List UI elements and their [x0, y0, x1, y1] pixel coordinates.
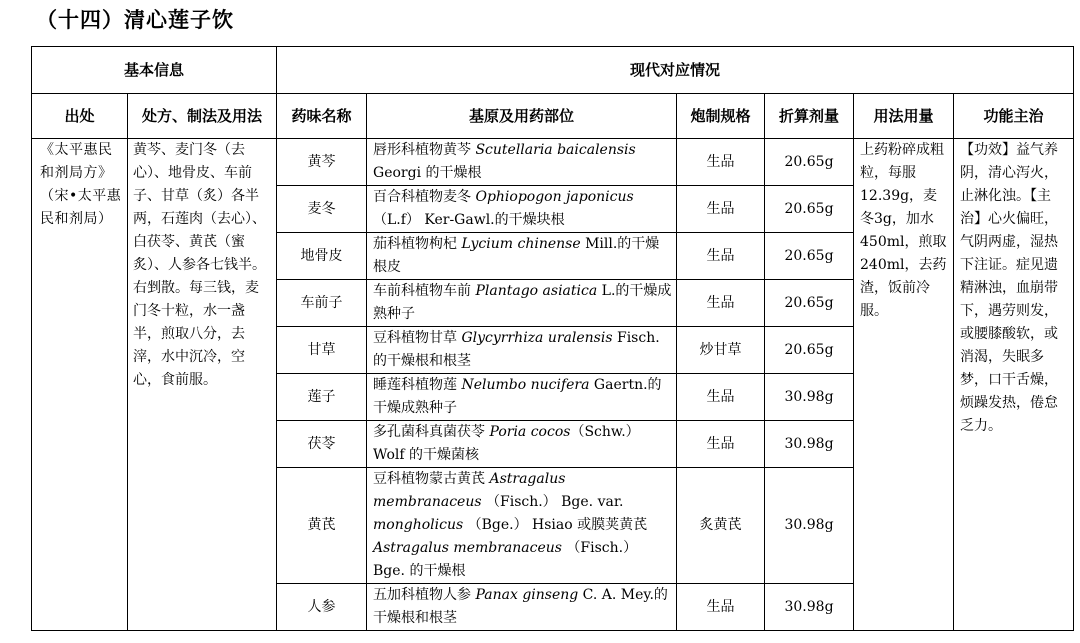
base-text: （L.f） Ker-Gawl.的干燥块根 [373, 212, 565, 228]
base-text: （Bge.） Hsiao 或膜荚黄芪 [463, 517, 648, 533]
col-prescription: 处方、制法及用法 [128, 94, 277, 139]
base-text: 车前科植物车前 [373, 283, 476, 299]
herb-base-cell [367, 186, 677, 233]
col-usage: 用法用量 [854, 94, 954, 139]
herb-name-cell: 黄芩 [277, 139, 367, 186]
function-cell: 【功效】益气养阴，清心泻火，止淋化浊。【主治】心火偏旺，气阴两虚，湿热下注证。症见遗精淋浊，血崩带下，遇劳则发，或腰膝酸软，或消渴，失眠多梦，口干舌燥，烦躁发热，倦怠乏力。 [954, 139, 1074, 631]
herb-base-cell [367, 139, 677, 186]
latin-name: Astragalus membranaceus [373, 540, 562, 556]
latin-name: Panax ginseng [475, 587, 579, 603]
dose-cell: 20.65g [765, 280, 854, 327]
processing-cell: 生品 [677, 374, 765, 421]
herb-name-cell: 车前子 [277, 280, 367, 327]
latin-name: Glycyrrhiza uralensis [461, 330, 613, 346]
processing-cell: 生品 [677, 421, 765, 468]
col-herb-name: 药味名称 [277, 94, 367, 139]
latin-name: Plantago asiatica [475, 283, 598, 299]
latin-name: mongholicus [373, 517, 464, 533]
latin-name: Poria cocos [489, 424, 571, 440]
col-processing: 炮制规格 [677, 94, 765, 139]
dose-cell: 20.65g [765, 186, 854, 233]
base-text: 睡莲科植物莲 [373, 377, 462, 393]
herb-base-cell [367, 468, 677, 584]
herb-base-cell [367, 584, 677, 631]
col-dose: 折算剂量 [765, 94, 854, 139]
herb-name-cell: 莲子 [277, 374, 367, 421]
herb-base-cell [367, 233, 677, 280]
herb-name-cell: 麦冬 [277, 186, 367, 233]
herb-base-cell [367, 280, 677, 327]
processing-cell: 生品 [677, 139, 765, 186]
herb-name-cell: 地骨皮 [277, 233, 367, 280]
base-text: Gaertn.的干燥成熟种子 [373, 377, 662, 416]
latin-name: Lycium chinense [461, 236, 581, 252]
page-title: （十四）清心莲子饮 [36, 8, 234, 32]
group-header-row [32, 47, 1074, 94]
base-text: 唇形科植物黄芩 [373, 142, 476, 158]
dose-cell: 30.98g [765, 374, 854, 421]
source-cell: 《太平惠民和剂局方》（宋•太平惠民和剂局） [32, 139, 128, 631]
column-header-row [32, 94, 1074, 139]
dose-cell: 30.98g [765, 584, 854, 631]
processing-cell: 炙黄芪 [677, 468, 765, 584]
col-function: 功能主治 [954, 94, 1074, 139]
processing-cell: 生品 [677, 280, 765, 327]
herb-name-cell: 黄芪 [277, 468, 367, 584]
herb-base-cell [367, 421, 677, 468]
col-base: 基原及用药部位 [367, 94, 677, 139]
herb-name-cell: 甘草 [277, 327, 367, 374]
base-text: 百合科植物麦冬 [373, 189, 476, 205]
herb-base-cell [367, 327, 677, 374]
processing-cell: 生品 [677, 233, 765, 280]
processing-cell: 炒甘草 [677, 327, 765, 374]
dose-cell: 20.65g [765, 139, 854, 186]
base-text: （Schw.） Wolf 的干燥菌核 [373, 424, 640, 463]
base-text: 多孔菌科真菌茯苓 [373, 424, 490, 440]
usage-cell: 上药粉碎成粗粒，每服12.39g，麦冬3g，加水450ml，煎取240ml，去药渣，饭前冷服。 [854, 139, 954, 631]
base-text: C. A. Mey.的干燥根和根茎 [373, 587, 668, 626]
prescription-table [31, 46, 1074, 631]
base-text: 茄科植物枸杞 [373, 236, 462, 252]
latin-name: Ophiopogon japonicus [475, 189, 634, 205]
herb-name-cell: 人参 [277, 584, 367, 631]
base-text: 豆科植物甘草 [373, 330, 462, 346]
table-row [32, 139, 1074, 186]
dose-cell: 30.98g [765, 421, 854, 468]
processing-cell: 生品 [677, 584, 765, 631]
herb-name-cell: 茯苓 [277, 421, 367, 468]
group-modern-correspondence: 现代对应情况 [277, 47, 1074, 94]
base-text: L.的干燥成熟种子 [373, 283, 672, 322]
latin-name: Scutellaria baicalensis [475, 142, 636, 158]
dose-cell: 20.65g [765, 327, 854, 374]
latin-name: Nelumbo nucifera [461, 377, 590, 393]
latin-name: Astragalus membranaceus [373, 471, 566, 510]
base-text: 五加科植物人参 [373, 587, 476, 603]
group-basic-info: 基本信息 [32, 47, 277, 94]
dose-cell: 20.65g [765, 233, 854, 280]
herb-base-cell [367, 374, 677, 421]
processing-cell: 生品 [677, 186, 765, 233]
base-text: （Fisch.） Bge. 的干燥根 [373, 540, 638, 579]
base-text: Mill.的干燥根皮 [373, 236, 660, 275]
base-text: （Fisch.） Bge. var. [481, 494, 624, 510]
base-text: Georgi 的干燥根 [373, 165, 482, 181]
col-source: 出处 [32, 94, 128, 139]
prescription-cell: 黄芩、麦门冬（去心）、地骨皮、车前子、甘草（炙）各半两，石莲肉（去心）、白茯苓、黄芪（蜜炙）、人参各七钱半。右剉散。每三钱，麦门冬十粒，水一盏半，煎取八分，去滓，水中沉冷，空心，食前服。 [128, 139, 277, 631]
base-text: 豆科植物蒙古黄芪 [373, 471, 490, 487]
dose-cell: 30.98g [765, 468, 854, 584]
base-text: Fisch.的干燥根和根茎 [373, 330, 660, 369]
